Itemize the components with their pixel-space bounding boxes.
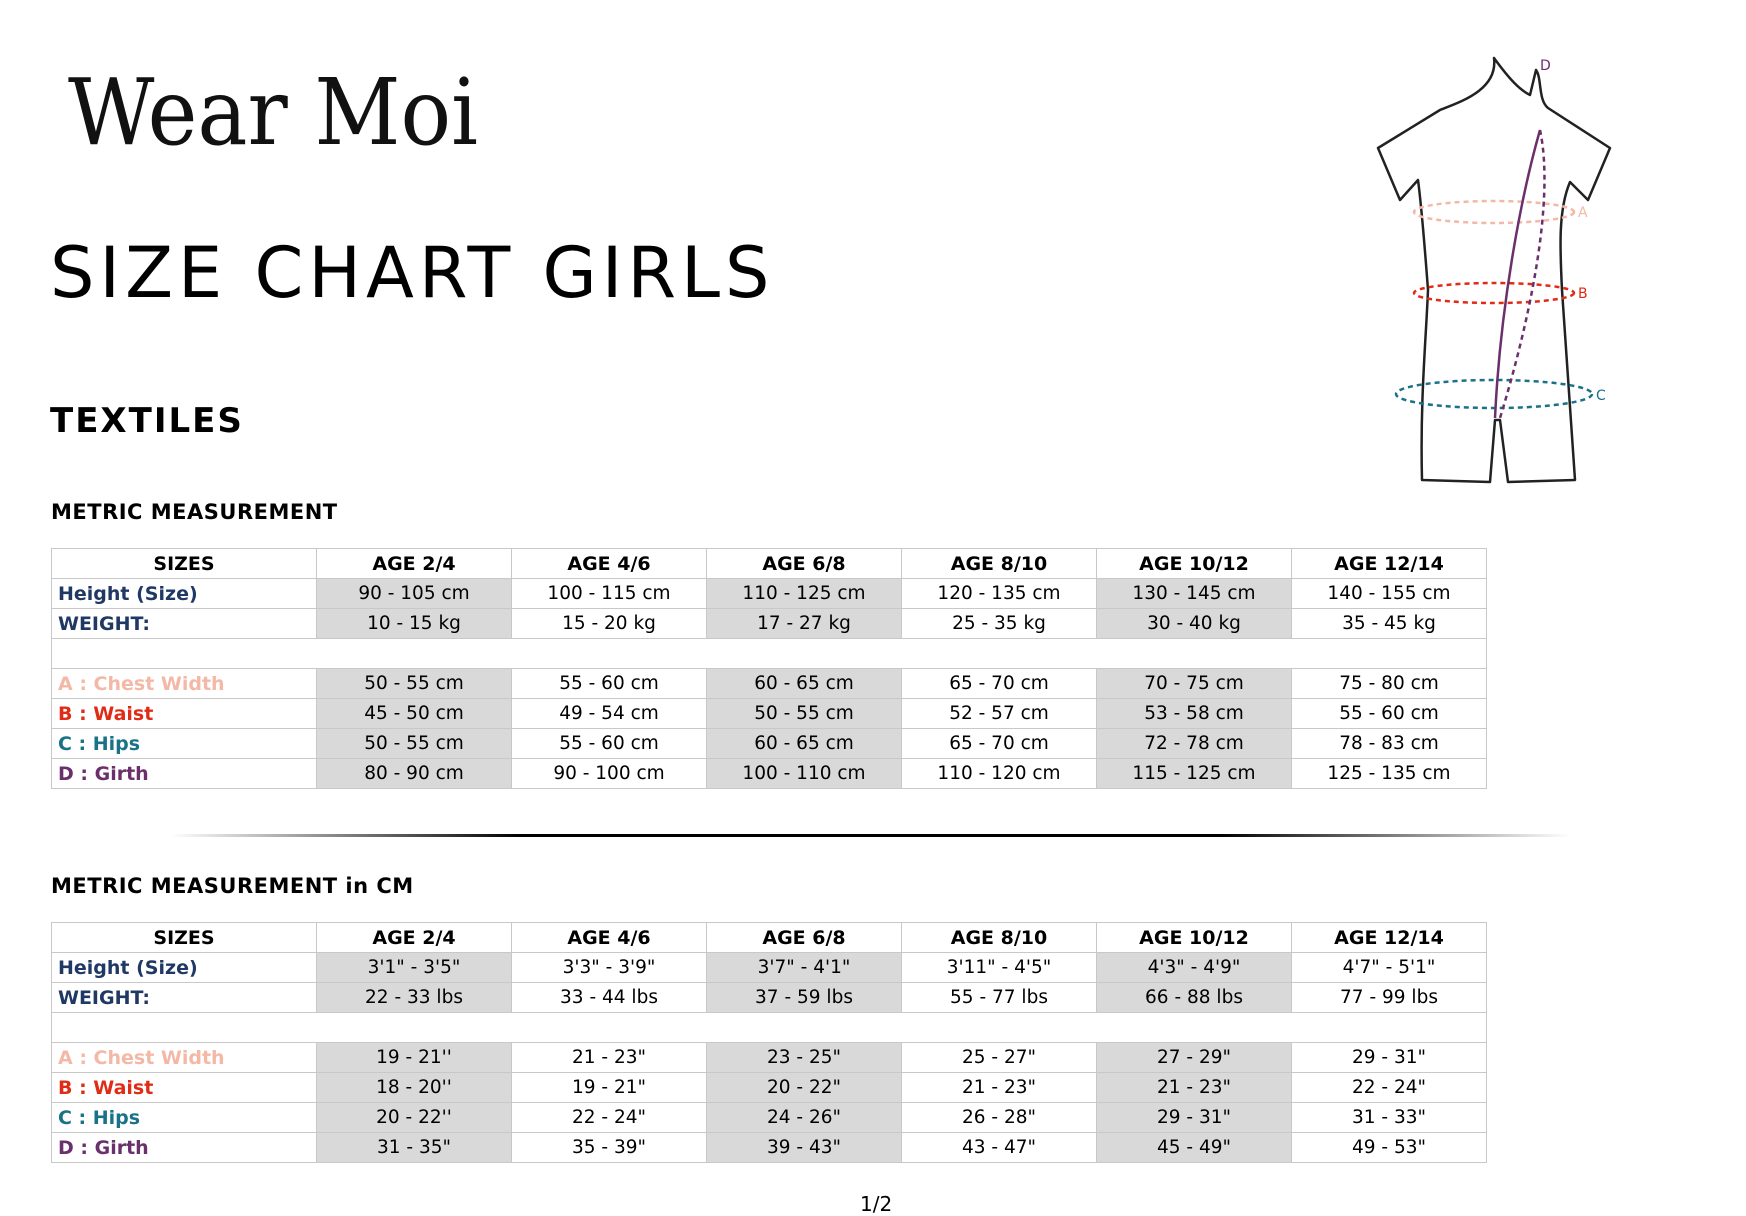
row-label: Height (Size): [52, 953, 317, 983]
table-cell: 3'1" - 3'5": [317, 953, 512, 983]
table-row-girth: [52, 1133, 1487, 1163]
table-cell: 100 - 110 cm: [707, 759, 902, 789]
table-row-chest: [52, 1043, 1487, 1073]
table-cell: 65 - 70 cm: [902, 729, 1097, 759]
table-row-weight: [52, 609, 1487, 639]
table-cell: 39 - 43": [707, 1133, 902, 1163]
table-cell: 30 - 40 kg: [1097, 609, 1292, 639]
table-cell: 130 - 145 cm: [1097, 579, 1292, 609]
table-cell: 3'11" - 4'5": [902, 953, 1097, 983]
table-cell: 65 - 70 cm: [902, 669, 1097, 699]
table-cell: 19 - 21": [512, 1073, 707, 1103]
table-cell: 120 - 135 cm: [902, 579, 1097, 609]
metric-size-table: [51, 548, 1487, 789]
table-cell: 72 - 78 cm: [1097, 729, 1292, 759]
page-title: SIZE CHART GIRLS: [50, 232, 775, 314]
page-number: 1/2: [860, 1192, 893, 1216]
table-cell: 31 - 35": [317, 1133, 512, 1163]
table-row-waist: [52, 699, 1487, 729]
row-label: D : Girth: [52, 1133, 317, 1163]
table-cell: 125 - 135 cm: [1292, 759, 1487, 789]
row-label: C : Hips: [52, 1103, 317, 1133]
table-cell: 21 - 23": [512, 1043, 707, 1073]
header-cell: AGE 2/4: [317, 923, 512, 953]
table-cell: 23 - 25": [707, 1043, 902, 1073]
header-cell: SIZES: [52, 549, 317, 579]
table-cell: 90 - 105 cm: [317, 579, 512, 609]
section-title: TEXTILES: [50, 401, 244, 441]
table-cell: 49 - 54 cm: [512, 699, 707, 729]
table-cell: 90 - 100 cm: [512, 759, 707, 789]
table-cell: 60 - 65 cm: [707, 669, 902, 699]
girth-measure-line: [1495, 130, 1540, 418]
table-cell: 115 - 125 cm: [1097, 759, 1292, 789]
table-cell: 29 - 31": [1097, 1103, 1292, 1133]
header-cell: AGE 2/4: [317, 549, 512, 579]
table-cell: 110 - 120 cm: [902, 759, 1097, 789]
table-cell: 50 - 55 cm: [707, 699, 902, 729]
table-spacer-row: [52, 1013, 1487, 1043]
table-row-chest: [52, 669, 1487, 699]
table-spacer-row: [52, 639, 1487, 669]
table-cell: 15 - 20 kg: [512, 609, 707, 639]
row-label: WEIGHT:: [52, 609, 317, 639]
table-cell: 50 - 55 cm: [317, 669, 512, 699]
table-cell: 43 - 47": [902, 1133, 1097, 1163]
table-cell: 45 - 49": [1097, 1133, 1292, 1163]
table-cell: 80 - 90 cm: [317, 759, 512, 789]
table-cell: 77 - 99 lbs: [1292, 983, 1487, 1013]
wear-moi-logo: [64, 54, 484, 164]
table-cell: 3'3" - 3'9": [512, 953, 707, 983]
table-cell: 22 - 33 lbs: [317, 983, 512, 1013]
table-cell: 75 - 80 cm: [1292, 669, 1487, 699]
table-row-height: [52, 579, 1487, 609]
table-cell: 55 - 77 lbs: [902, 983, 1097, 1013]
label-d: D: [1540, 58, 1551, 74]
header-cell: AGE 12/14: [1292, 923, 1487, 953]
table-cell: 35 - 45 kg: [1292, 609, 1487, 639]
table-cell: 3'7" - 4'1": [707, 953, 902, 983]
header-cell: AGE 6/8: [707, 549, 902, 579]
header-cell: AGE 4/6: [512, 923, 707, 953]
header-cell: AGE 8/10: [902, 549, 1097, 579]
row-label: WEIGHT:: [52, 983, 317, 1013]
table-cell: 50 - 55 cm: [317, 729, 512, 759]
table-row-girth: [52, 759, 1487, 789]
table-cell: 18 - 20'': [317, 1073, 512, 1103]
label-b: B: [1578, 286, 1588, 302]
row-label: B : Waist: [52, 1073, 317, 1103]
header-cell: AGE 4/6: [512, 549, 707, 579]
table-row-waist: [52, 1073, 1487, 1103]
row-label: C : Hips: [52, 729, 317, 759]
table-cell: 27 - 29": [1097, 1043, 1292, 1073]
table-cell: 55 - 60 cm: [512, 669, 707, 699]
table-cell: 4'3" - 4'9": [1097, 953, 1292, 983]
row-label: Height (Size): [52, 579, 317, 609]
table-cell: 17 - 27 kg: [707, 609, 902, 639]
table-cell: 20 - 22'': [317, 1103, 512, 1133]
table-cell: 10 - 15 kg: [317, 609, 512, 639]
body-measurement-figure: [1370, 50, 1700, 500]
table-cell: 33 - 44 lbs: [512, 983, 707, 1013]
row-label: D : Girth: [52, 759, 317, 789]
table-cell: 53 - 58 cm: [1097, 699, 1292, 729]
table-cell: 19 - 21'': [317, 1043, 512, 1073]
table-cell: 55 - 60 cm: [1292, 699, 1487, 729]
label-a: A: [1578, 205, 1588, 221]
section-divider: [170, 834, 1570, 837]
table-cell: 45 - 50 cm: [317, 699, 512, 729]
table-cell: 78 - 83 cm: [1292, 729, 1487, 759]
table-row-height: [52, 953, 1487, 983]
table-row-weight: [52, 983, 1487, 1013]
table-cell: 100 - 115 cm: [512, 579, 707, 609]
table-cell: 25 - 35 kg: [902, 609, 1097, 639]
table-cell: 29 - 31": [1292, 1043, 1487, 1073]
hips-measure-line: [1396, 380, 1592, 408]
table-cell: 60 - 65 cm: [707, 729, 902, 759]
table-cell: 21 - 23": [1097, 1073, 1292, 1103]
table-cell: 70 - 75 cm: [1097, 669, 1292, 699]
table-cell: 22 - 24": [1292, 1073, 1487, 1103]
table-cell: 26 - 28": [902, 1103, 1097, 1133]
table-cell: 35 - 39": [512, 1133, 707, 1163]
svg-text:Wear Moi: Wear Moi: [68, 59, 478, 164]
header-cell: AGE 8/10: [902, 923, 1097, 953]
chest-measure-line: [1414, 201, 1574, 223]
table-cell: 21 - 23": [902, 1073, 1097, 1103]
table-cell: 25 - 27": [902, 1043, 1097, 1073]
header-cell: AGE 12/14: [1292, 549, 1487, 579]
table-cell: 22 - 24": [512, 1103, 707, 1133]
table-cell: 24 - 26": [707, 1103, 902, 1133]
table-cell: 66 - 88 lbs: [1097, 983, 1292, 1013]
row-label: A : Chest Width: [52, 1043, 317, 1073]
table-row-hips: [52, 1103, 1487, 1133]
table-cell: 49 - 53": [1292, 1133, 1487, 1163]
header-cell: AGE 10/12: [1097, 549, 1292, 579]
table-cell: 4'7" - 5'1": [1292, 953, 1487, 983]
table-cell: 55 - 60 cm: [512, 729, 707, 759]
label-c: C: [1596, 388, 1606, 404]
imperial-size-table: [51, 922, 1487, 1163]
table-cell: 20 - 22": [707, 1073, 902, 1103]
header-cell: SIZES: [52, 923, 317, 953]
metric-table-heading: METRIC MEASUREMENT: [51, 500, 338, 524]
row-label: B : Waist: [52, 699, 317, 729]
row-label: A : Chest Width: [52, 669, 317, 699]
table-cell: 52 - 57 cm: [902, 699, 1097, 729]
table-cell: 37 - 59 lbs: [707, 983, 902, 1013]
table-row-hips: [52, 729, 1487, 759]
table-cell: 140 - 155 cm: [1292, 579, 1487, 609]
table-header-row: [52, 923, 1487, 953]
table-header-row: [52, 549, 1487, 579]
table-cell: 31 - 33": [1292, 1103, 1487, 1133]
imperial-table-heading: METRIC MEASUREMENT in CM: [51, 874, 414, 898]
header-cell: AGE 6/8: [707, 923, 902, 953]
waist-measure-line: [1414, 283, 1574, 303]
header-cell: AGE 10/12: [1097, 923, 1292, 953]
table-cell: 110 - 125 cm: [707, 579, 902, 609]
